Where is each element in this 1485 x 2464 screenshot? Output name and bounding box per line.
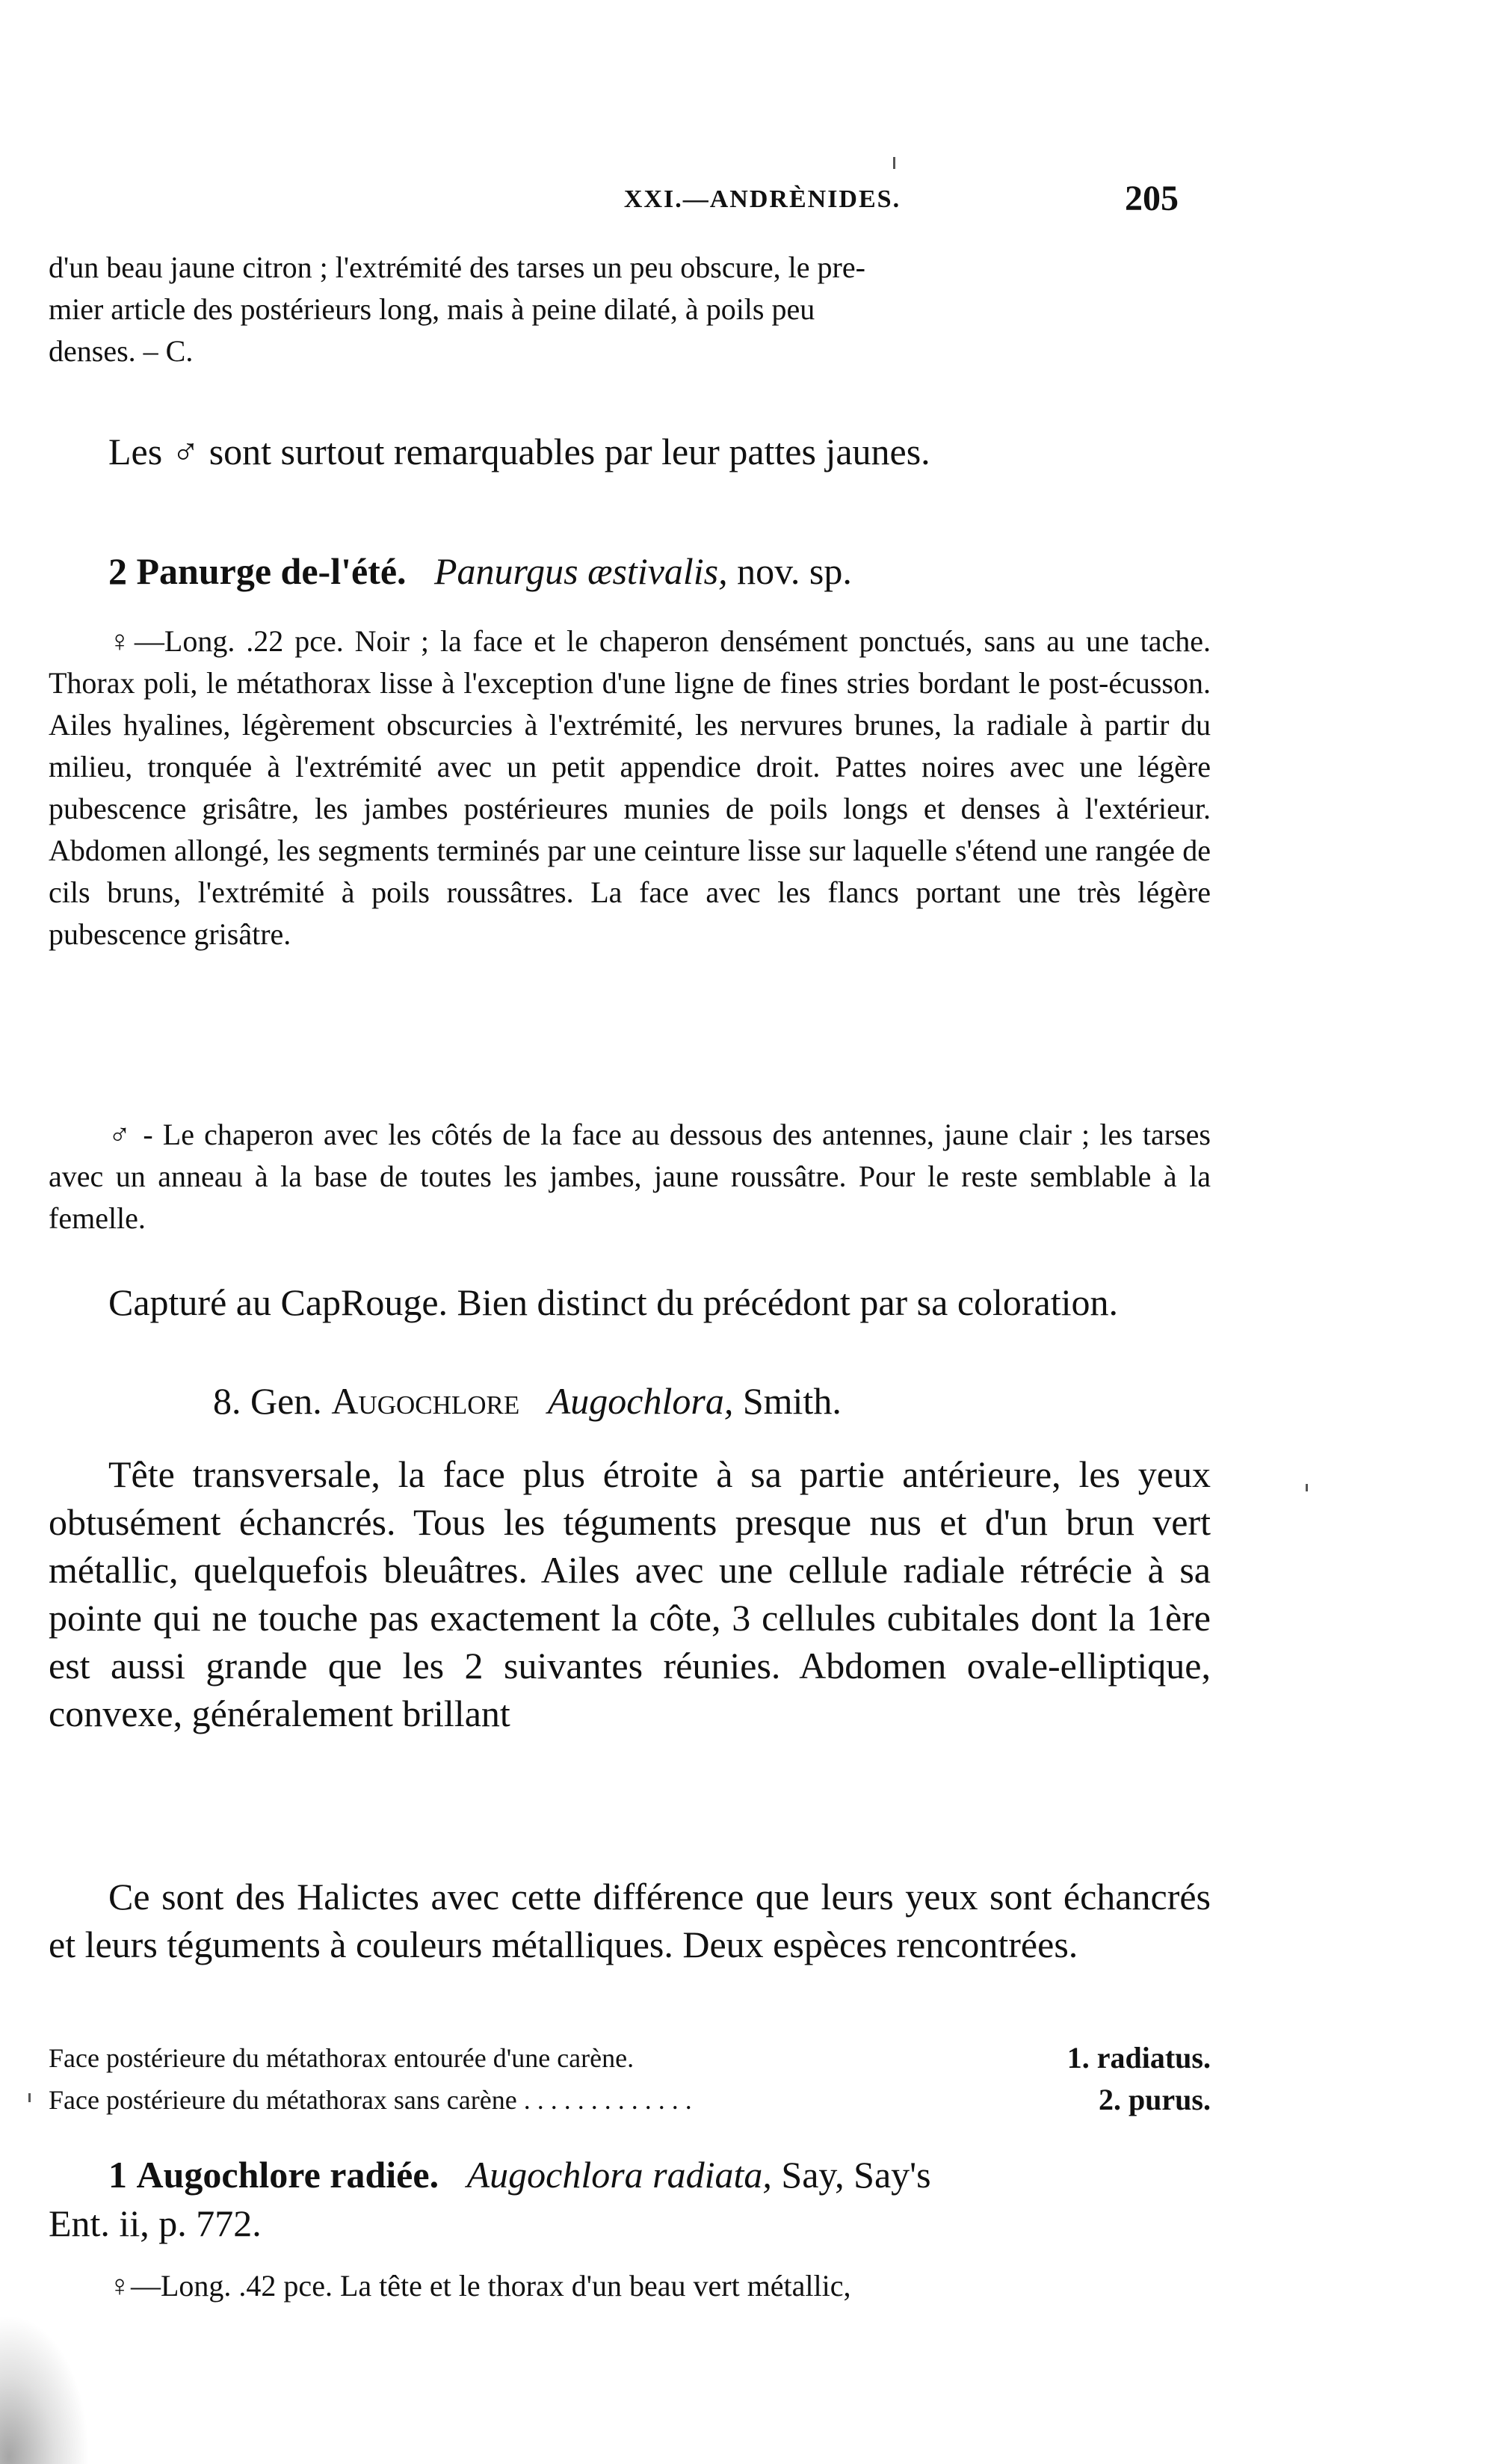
key-couplet-text: Face postérieure du métathorax entourée d'une carène.: [49, 2043, 635, 2073]
paragraph-males-note: Les ♂ sont surtout remarquables par leur pattes jaunes.: [108, 431, 930, 472]
genus-heading: [213, 1379, 1375, 1423]
text-line: d'un beau jaune citron ; l'extrémité des tarses un peu obscure, le pre-: [49, 250, 865, 284]
genus-common-name: Augochlore: [331, 1380, 520, 1422]
page-speck: [28, 2093, 31, 2102]
species-common-name: Panurge de-l'été.: [136, 550, 407, 592]
genus-label: Gen.: [250, 1380, 322, 1422]
species-heading: [108, 549, 1271, 593]
key-result: 2. purus.: [1098, 2083, 1211, 2116]
page-speck: [893, 157, 895, 169]
species-common-name: Augochlore radiée.: [136, 2154, 439, 2196]
key-row: [49, 2037, 1211, 2079]
key-couplet-text: Face postérieure du métathorax sans carène: [49, 2085, 517, 2115]
page-corner-shadow: [0, 2314, 90, 2464]
species-latin-name: Augochlora radiata,: [466, 2154, 772, 2196]
running-title: XXI.—ANDRÈNIDES.: [623, 185, 901, 213]
genus-authority: Smith.: [742, 1380, 842, 1422]
identification-key: [49, 2037, 1211, 2121]
page-number: 205: [1125, 179, 1179, 218]
paragraph-genus-description: Tête transversale, la face plus étroite à sa partie antérieure, les yeux obtusément échancrés. Tous les téguments presque nus et d'un brun vert métallic, quelquefois bleuâtres. Ailes avec une cellule radiale rétrécie à sa pointe qui ne touche pas exactement la côte, 3 cellules cubitales dont la 1ère est aussi grande que les 2 suivantes réunies. Abdomen ovale-elliptique, convexe, généralement brillant: [49, 1453, 1211, 1734]
paragraph-capture-note: Capturé au CapRouge. Bien distinct du précédont par sa coloration.: [108, 1281, 1119, 1323]
paragraph-female-description: ♀—Long. .42 pce. La tête et le thorax d'un beau vert métallic,: [108, 2269, 851, 2303]
species-latin-name: Panurgus æstivalis,: [434, 550, 728, 592]
genus-number: 8.: [213, 1380, 241, 1422]
paragraph-male-description: ♂ - Le chaperon avec les côtés de la face au dessous des antennes, jaune clair ; les tarses avec un anneau à la base de toutes les jambes, jaune roussâtre. Pour le reste semblable à la femelle.: [49, 1118, 1211, 1235]
key-row: Face postérieure du métathorax sans carène . . . . . . . . . . . . . 2. purus.: [49, 2079, 1211, 2121]
paragraph-genus-note: Ce sont des Halictes avec cette différence que leurs yeux sont échancrés et leurs téguments à couleurs métalliques. Deux espèces rencontrées.: [49, 1876, 1211, 1965]
page-speck: [1306, 1484, 1308, 1491]
paragraph-female-description: ♀—Long. .22 pce. Noir ; la face et le chaperon densément ponctués, sans au une tache. Thorax poli, le métathorax lisse à l'exception d'une ligne de fines stries bordant le post-écusson. Ailes hyalines, légèrement obscurcies à l'extrémité, les nervures brunes, la radiale à partir du milieu, tronquée à l'extrémité avec un petit appendice droit. Pattes noires avec une légère pubescence grisâtre, les jambes postérieures munies de poils longs et denses à l'extérieur. Abdomen allongé, les segments terminés par une ceinture lisse sur laquelle s'étend une rangée de cils bruns, l'extrémité à poils roussâtres. La face avec les flancs portant une très légère pubescence grisâtre.: [49, 624, 1211, 951]
genus-latin-name: Augochlora,: [547, 1380, 734, 1422]
species-authority: nov. sp.: [737, 550, 852, 592]
paragraph-continuation: [49, 247, 1211, 372]
species-heading: [108, 2153, 1271, 2196]
text-line: denses. – C.: [49, 334, 194, 368]
species-authority: Say, Say's: [781, 2154, 931, 2196]
species-reference: Ent. ii, p. 772.: [49, 2202, 262, 2244]
species-number: 1: [108, 2154, 127, 2196]
key-result: 1. radiatus.: [1066, 2041, 1211, 2075]
text-line: mier article des postérieurs long, mais à peine dilaté, à poils peu: [49, 292, 815, 326]
species-number: 2: [108, 550, 127, 592]
